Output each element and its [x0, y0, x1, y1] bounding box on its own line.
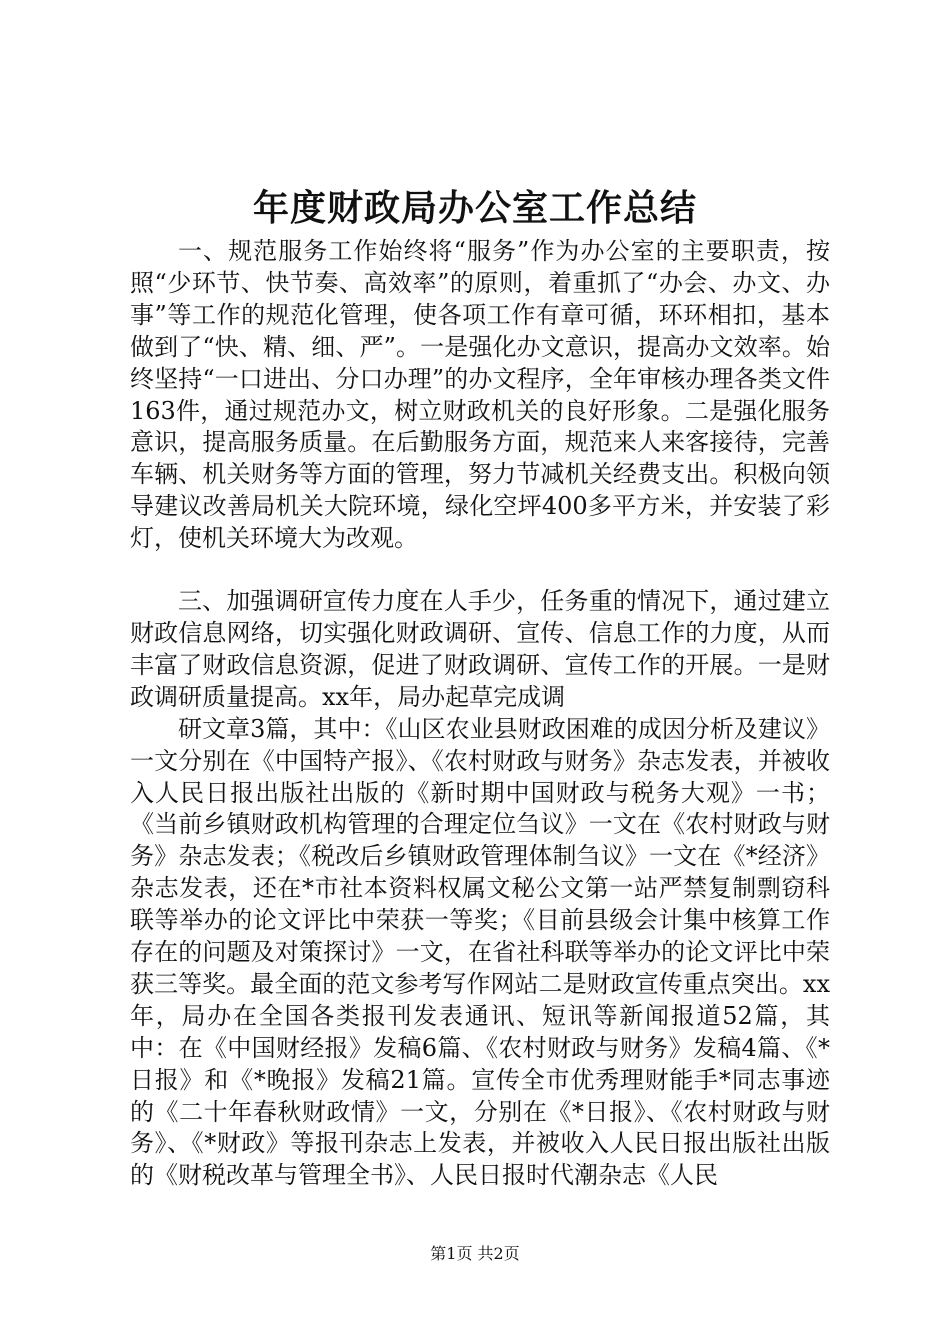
paragraph-research-publicity: 三、加强调研宣传力度在人手少，任务重的情况下，通过建立财政信息网络，切实强化财政调研、宣传、信息工作的力度，从而丰富了财政信息资源，促进了财政调研、宣传工作的开展。一是财政调研质量提高。xx年，局办起草完成调: [130, 587, 830, 711]
document-body: [130, 236, 830, 1192]
paragraph-research-articles: 研文章3篇，其中：《山区农业县财政困难的成因分析及建议》一文分别在《中国特产报》、《农村财政与财务》杂志发表，并被收入人民日报出版社出版的《新时期中国财政与税务大观》一书；《当前乡镇财政机构管理的合理定位刍议》一文在《农村财政与财务》杂志发表；《税改后乡镇财政管理体制刍议》一文在《*经济》杂志发表，还在*市社本资料权属文秘公文第一站严禁复制剽窃科联等举办的论文评比中荣获一等奖；《目前县级会计集中核算工作存在的问题及对策探讨》一文，在省社科联等举办的论文评比中荣获三等奖。最全面的范文参考写作网站二是财政宣传重点突出。xx年，局办在全国各类报刊发表通讯、短讯等新闻报道52篇，其中：在《中国财经报》发稿6篇、《农村财政与财务》发稿4篇、《*日报》和《*晚报》发稿21篇。宣传全市优秀理财能手*同志事迹的《二十年春秋财政情》一文，分别在《*日报》、《农村财政与财务》、《*财政》等报刊杂志上发表，并被收入人民日报出版社出版的《财税改革与管理全书》、人民日报时代潮杂志《人民: [130, 714, 830, 1190]
page-number-footer: 第1页 共2页: [430, 1244, 520, 1263]
paragraph-service: 一、规范服务工作始终将“服务”作为办公室的主要职责，按照“少环节、快节奏、高效率”的原则，着重抓了“办会、办文、办事”等工作的规范化管理，使各项工作有章可循，环环相扣，基本做到了“快、精、细、严”。一是强化办文意识，提高办文效率。始终坚持“一口进出、分口办理”的办文程序，全年审核办理各类文件163件，通过规范办文，树立财政机关的良好形象。二是强化服务意识，提高服务质量。在后勤服务方面，规范来人来客接待，完善车辆、机关财务等方面的管理，努力节减机关经费支出。积极向领导建议改善局机关大院环境，绿化空坪400多平方米，并安装了彩灯，使机关环境大为改观。: [130, 237, 830, 553]
document-title: 年度财政局办公室工作总结: [252, 187, 697, 229]
